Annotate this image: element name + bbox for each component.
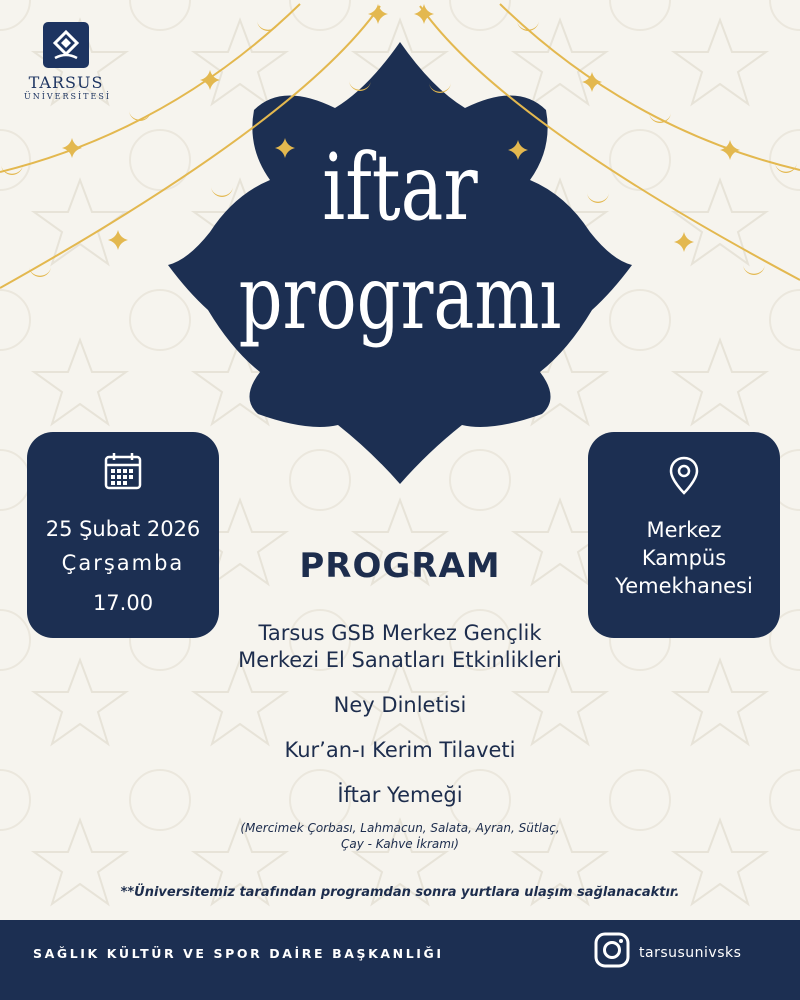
program-item-crafts-line-1: Tarsus GSB Merkez Gençlik — [258, 621, 542, 645]
program-item-ney: Ney Dinletisi — [333, 693, 467, 717]
program-item-iftar-meal: İftar Yemeği — [337, 783, 463, 807]
instagram-icon[interactable] — [594, 932, 630, 968]
footer-bar — [0, 920, 800, 1000]
date-card — [27, 432, 219, 638]
title-line-1: iftar — [322, 134, 478, 241]
program-item-quran: Kur’an-ı Kerim Tilaveti — [284, 738, 516, 762]
calendar-icon — [104, 452, 142, 490]
logo-emblem — [43, 22, 89, 68]
logo-emblem-icon — [51, 28, 81, 62]
menu-note-line-2: Çay - Kahve İkramı) — [341, 837, 459, 851]
instagram-handle[interactable]: tarsusunivsks — [639, 945, 742, 961]
department-name: SAĞLIK KÜLTÜR VE SPOR DAİRE BAŞKANLIĞI — [33, 946, 444, 961]
event-weekday: Çarşamba — [61, 551, 185, 575]
location-card — [588, 432, 780, 638]
program-item-crafts-line-2: Merkezi El Sanatları Etkinlikleri — [238, 648, 562, 672]
university-logo — [24, 22, 111, 102]
event-time: 17.00 — [92, 591, 154, 615]
menu-note-line-1: (Mercimek Çorbası, Lahmacun, Salata, Ayran, Sütlaç, — [240, 821, 560, 835]
university-name: TARSUS — [28, 73, 104, 92]
event-date: 25 Şubat 2026 — [45, 517, 201, 541]
location-pin-icon — [669, 456, 699, 496]
title-line-2: programı — [238, 246, 562, 349]
location-line-3: Yemekhanesi — [615, 574, 753, 598]
transport-note: **Üniversitemiz tarafından programdan sonra yurtlara ulaşım sağlanacaktır. — [120, 885, 680, 900]
location-line-1: Merkez — [646, 518, 722, 542]
program-heading: PROGRAM — [299, 546, 501, 586]
location-line-2: Kampüs — [641, 546, 727, 570]
university-subtitle: ÜNİVERSİTESİ — [24, 92, 111, 101]
